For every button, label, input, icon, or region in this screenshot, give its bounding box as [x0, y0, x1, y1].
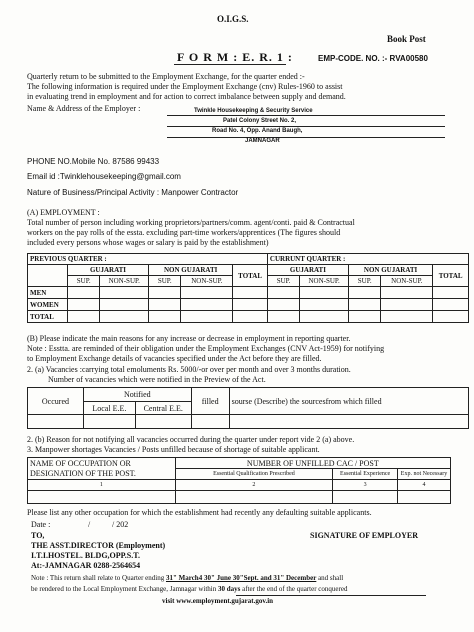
post-type: Book Post	[387, 34, 426, 44]
website: visit www.employment.gujarat.gov.in	[162, 597, 274, 605]
shortage-table	[27, 457, 451, 504]
row-men: MEN	[28, 287, 68, 299]
to-label: TO,	[31, 531, 45, 540]
prev-nonguj-nonsup: NON-SUP.	[181, 276, 233, 287]
section-b-line-5: Number of vacancies which were notified in the Preview of the Act.	[48, 375, 266, 384]
section-a-line-2: workers on the pay rolls of the essta. excluding part-time workers/apprentices (The figures should	[27, 228, 341, 237]
prev-guj-sup: SUP.	[67, 276, 99, 287]
prev-gujarati: GUJARATI	[67, 265, 148, 276]
section-a-heading: (A) EMPLOYMENT :	[27, 208, 100, 217]
col-num-1: 1	[28, 480, 176, 491]
occupation-header	[28, 458, 176, 480]
occupation-header-2: DESIGNATION OF THE POST.	[30, 468, 136, 478]
col-num-3: 3	[333, 480, 398, 491]
occured-header: Occured	[28, 388, 84, 415]
curr-non-gujarati: NON GUJARATI	[348, 265, 432, 276]
curr-total: TOTAL	[433, 265, 469, 287]
section-2b-line-1: 2. (b) Reason for not notifying all vacancies occurred during the quarter under report vide 2 (a) above.	[27, 435, 355, 444]
curr-gujarati: GUJARATI	[267, 265, 348, 276]
section-a-line-3: included every persons whose wages or salary is paid by the establishment)	[27, 238, 269, 247]
section-b-line-1: (B) Please indicate the main reasons for any increase or decrease in employment in reporting quarter.	[27, 334, 351, 343]
footer-note-2c: after the end of the quarter conquered	[242, 585, 348, 593]
vacancy-table	[27, 387, 469, 429]
prev-total: TOTAL	[233, 265, 268, 287]
local-ee: Local E.E.	[83, 402, 135, 415]
employer-label: Name & Address of the Employer :	[27, 104, 141, 113]
exp-not-necessary-header: Exp. not Necessary	[398, 469, 451, 480]
employment-table	[27, 253, 469, 323]
essential-qualification-header: Essential Qualification Prescribed	[175, 469, 333, 480]
intro-line-1: Quarterly return to be submitted to the Employment Exchange, for the quarter ended :-	[27, 72, 305, 81]
curr-guj-nonsup: NON-SUP.	[300, 276, 349, 287]
section-b-line-4: 2. (a) Vacancies :carrying total emoluments Rs. 5000/-or over per month and over 3 months duration.	[27, 365, 351, 374]
footer-note-2a: be rendered to the Local Employment Exchange, Jamnagar within	[31, 585, 217, 593]
date-year: / 202	[112, 520, 129, 529]
row-women: WOMEN	[28, 299, 68, 311]
stamp-line-3: Road No. 4, Opp. Anand Baugh,	[212, 128, 303, 134]
notified-header: Notified	[83, 388, 191, 402]
curr-nonguj-sup: SUP.	[348, 276, 380, 287]
stamp-line-1: Twinkle Housekeeping & Security Service	[194, 108, 313, 114]
other-occupation-note: Please list any other occupation for which the establishment had recently any defaulting suitable applicants.	[27, 508, 372, 517]
footer-note-1	[31, 574, 343, 582]
row-total: TOTAL	[28, 311, 68, 323]
occupation-header-1: NAME OF OCCUPATION OR	[30, 458, 131, 468]
previous-quarter-header: PREVIOUS QUARTER :	[28, 254, 268, 265]
phone: PHONE NO.Mobile No. 87586 99433	[27, 157, 160, 166]
current-quarter-header: CURRUNT QUARTER :	[267, 254, 468, 265]
footer-note-2	[31, 585, 347, 593]
footer-note-1c: and shall	[318, 574, 344, 582]
date-slash: /	[88, 520, 91, 529]
intro-line-3: in evaluating trend in employment and for action to correct imbalance between supply and demand.	[27, 92, 346, 101]
prev-non-gujarati: NON GUJARATI	[149, 265, 233, 276]
section-b-line-3: to Employment Exchange details of vacancies specified under the Act before they are filled.	[27, 354, 322, 363]
footer-note-1b: 31" March4 30" June 30"Sept. and 31" December	[165, 574, 317, 582]
central-ee: Central E.E.	[135, 402, 191, 415]
address-line-1: THE ASST.DIRECTOR (Employment)	[31, 541, 166, 550]
address-line-3: At:-JAMNAGAR 0288-2564654	[31, 561, 141, 570]
date-label: Date :	[31, 520, 51, 529]
source-header: sourse (Describe) the sourcesfrom which filled	[229, 388, 468, 415]
stamp-line-4: JAMNAGAR	[245, 138, 280, 144]
footer-note-2b: 30 days	[218, 585, 241, 593]
curr-guj-sup: SUP.	[267, 276, 299, 287]
business-nature: Nature of Business/Principal Activity : Manpower Contractor	[27, 188, 239, 197]
col-num-2: 2	[175, 480, 333, 491]
unfilled-header: NUMBER OF UNFILLED CAC / POST	[175, 458, 450, 469]
footer-note-1a: Note : This return shall relate to Quarter ending	[31, 574, 165, 582]
prev-guj-nonsup: NON-SUP.	[100, 276, 149, 287]
office-code: O.I.G.S.	[217, 14, 249, 24]
filled-header: filled	[191, 388, 229, 415]
section-2b-line-2: 3. Manpower shortages Vacancies / Posts unfilled because of shortage of suitable applicant.	[27, 445, 320, 454]
col-num-4: 4	[398, 480, 451, 491]
prev-nonguj-sup: SUP.	[149, 276, 181, 287]
signature-of-employer: SIGNATURE OF EMPLOYER	[310, 531, 419, 540]
intro-line-2: The following information is required under the Employment Exchange (cnv) Rules-1960 to assist	[27, 82, 343, 91]
form-title: F O R M : E. R. 1 :	[177, 50, 293, 64]
email: Email id :Twinklehousekeeping@gmail.com	[27, 172, 181, 181]
section-a-line-1: Total number of person including working proprietors/partners/comm. agent/conti. paid & Contractual	[27, 218, 355, 227]
essential-experience-header: Essential Experience	[333, 469, 398, 480]
section-b-line-2: Note : Esstta. are reminded of their obligation under the Employment Exchanges (CNV Act-1959) for notifying	[27, 344, 385, 353]
curr-nonguj-nonsup: NON-SUP.	[381, 276, 433, 287]
emp-code: EMP-CODE. NO. :- RVA00580	[318, 54, 428, 63]
address-line-2: I.T.I.HOSTEL. BLDG,OPP.S.T.	[31, 551, 140, 560]
stamp-line-2: Patel Colony Street No. 2,	[223, 118, 297, 124]
